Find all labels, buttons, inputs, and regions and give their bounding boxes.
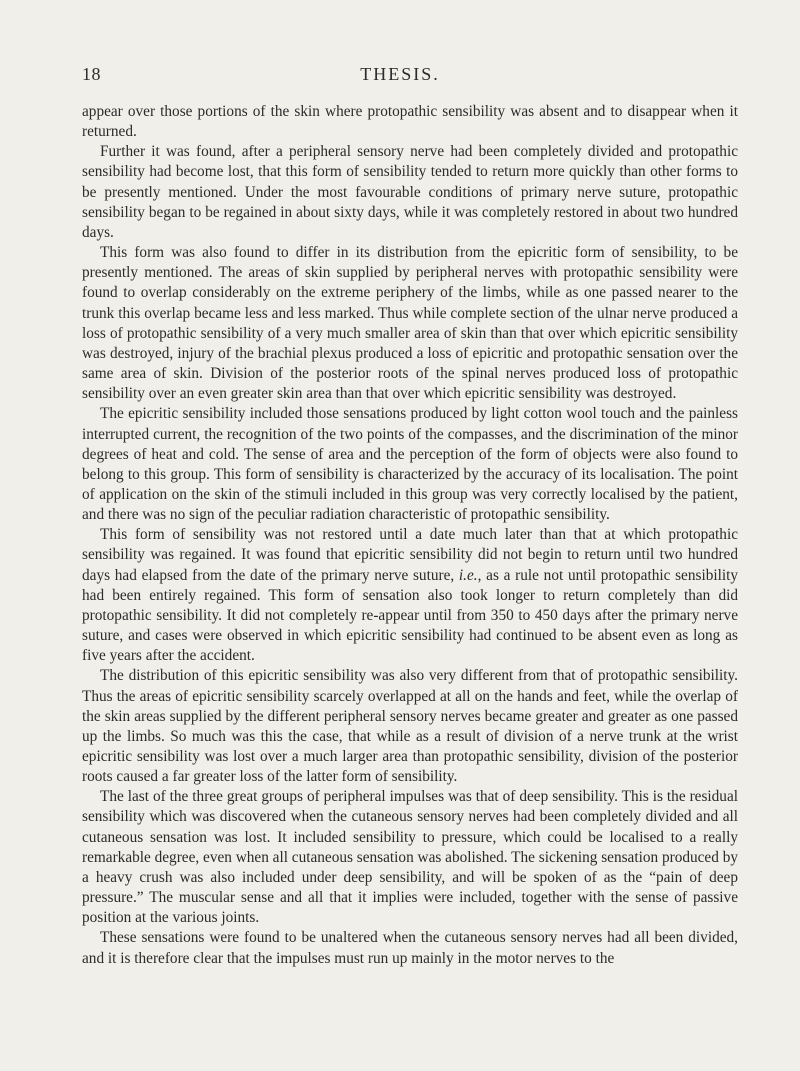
paragraph-text: This form of sensibility was not restored until a date much later than that at which protopathic sensibility was regained. It was found that epicritic sensibility did not begin to return until two hundred days had elapsed from the date of the primary nerve suture, [82,526,738,584]
paragraph: The distribution of this epicritic sensibility was also very different from that of protopathic sensibility. Thus the areas of epicritic sensibility scarcely overlapped at all on the hands and feet, while the overlap of the skin areas supplied by the different peripheral sensory nerves became greater and greater as one passed up the limbs. So much was this the case, that while as a result of division of a nerve trunk at the wrist epicritic sensibility was lost over a much larger area than protopathic sensibility, division of the posterior roots caused a far greater loss of the latter form of sensibility. [82,667,738,786]
paragraph: The last of the three great groups of peripheral impulses was that of deep sensibility. This is the residual sensibility which was discovered when the cutaneous sensory nerves had been completely divided and all cutaneous sensation was lost. It included sensibility to pressure, which could be localised to a really remarkable degree, even when all cutaneous sensation was abolished. The sickening sensation produced by a heavy crush was also included under deep sensibility, and will be spoken of as the “pain of deep pressure.” The muscular sense and all that it implies were included, together with the sense of passive position at the various joints. [82,788,738,927]
paragraph [82,525,738,666]
running-title: THESIS. [360,64,440,84]
paragraph-text: , as a rule not until protopathic sensibility had been entirely regained. This form of sensation also took longer to return completely than did protopathic sensibility. It did not completely re-appear until from 350 to 450 days after the primary nerve suture, and cases were observed in which epicritic sensibility had continued to be absent even as long as five years after the accident. [82,566,738,665]
body-text [82,102,738,969]
paragraph: These sensations were found to be unaltered when the cutaneous sensory nerves had all been divided, and it is therefore clear that the impulses must run up mainly in the motor nerves to the [82,929,738,967]
page-number: 18 [82,64,101,84]
italic-abbreviation: i.e. [458,566,478,584]
paragraph: This form was also found to differ in its distribution from the epicritic form of sensibility, to be presently mentioned. The areas of skin supplied by peripheral nerves with protopathic sensibility were found to overlap considerably on the extreme periphery of the limbs, while as one passed nearer to the trunk this overlap became less and less marked. Thus while complete section of the ulnar nerve produced a loss of protopathic sensibility of a very much smaller area of skin than that over which epicritic sensibility was destroyed, injury of the brachial plexus produced a loss of epicritic and protopathic sensation over the same area of skin. Division of the posterior roots of the spinal nerves produced loss of protopathic sensibility over an even greater skin area than that over which epicritic sensibility was destroyed. [82,244,738,403]
paragraph: Further it was found, after a peripheral sensory nerve had been completely divided and protopathic sensibility had become lost, that this form of sensibility tended to return more quickly than other forms to be presently mentioned. Under the most favourable conditions of primary nerve suture, protopathic sensibility began to be regained in about sixty days, while it was completely restored in about two hundred days. [82,143,738,241]
paragraph: appear over those portions of the skin where protopathic sensibility was absent and to disappear when it returned. [82,103,738,141]
paragraph: The epicritic sensibility included those sensations produced by light cotton wool touch and the painless interrupted current, the recognition of the two points of the compasses, and the discrimination of the minor degrees of heat and cold. The sense of area and the perception of the form of objects were also found to belong to this group. This form of sensibility is characterized by the accuracy of its localisation. The point of application on the skin of the stimuli included in this group was very correctly localised by the patient, and there was no sign of the peculiar radiation characteristic of protopathic sensibility. [82,405,738,524]
page-header [0,64,800,88]
